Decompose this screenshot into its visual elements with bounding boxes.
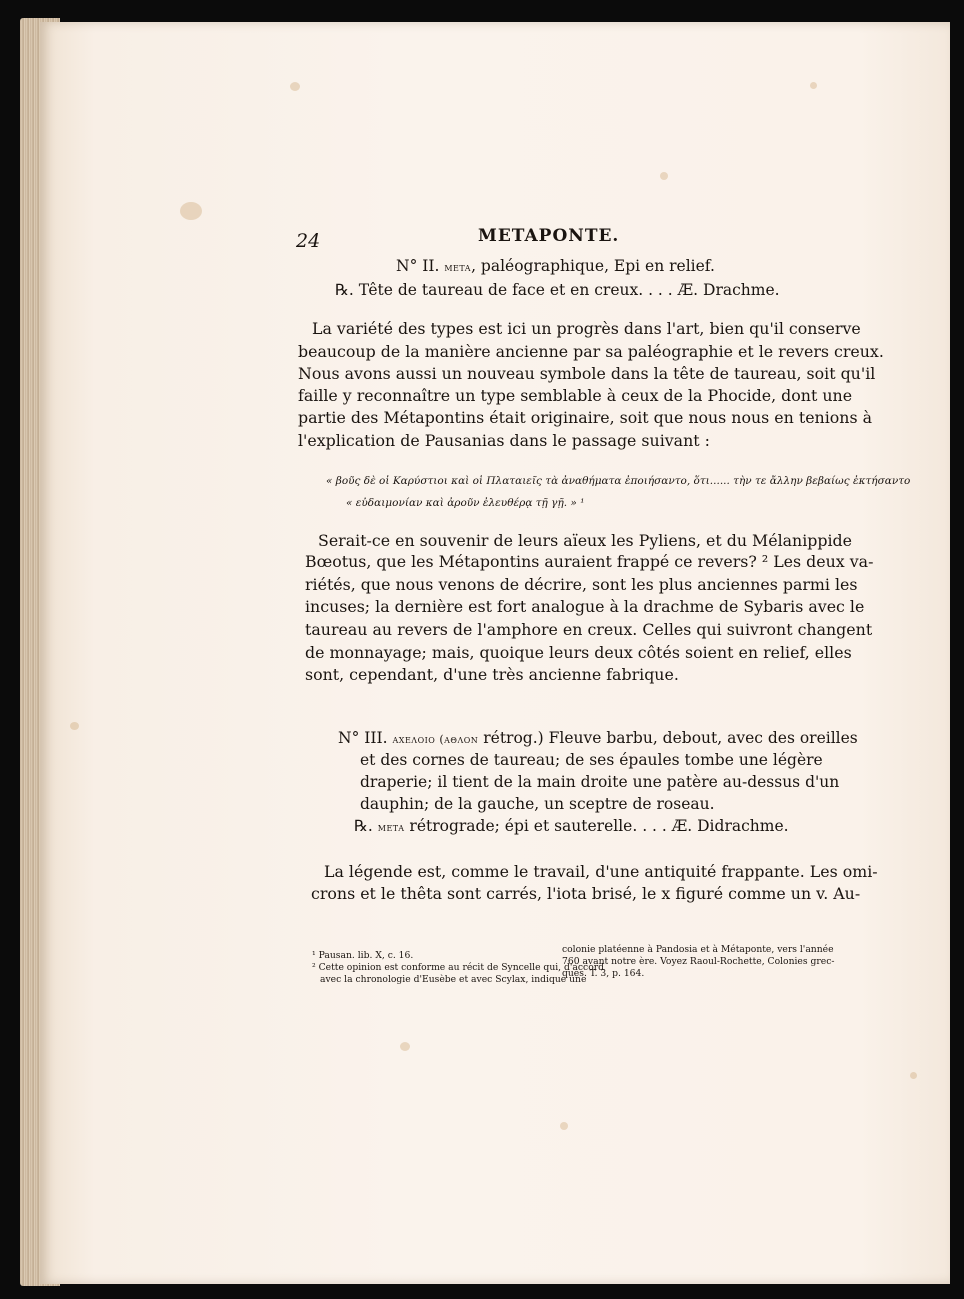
entry-3-reverse-line xyxy=(354,817,789,835)
paragraph-2-line: taureau au revers de l'amphore en creux. Celles qui suivront changent xyxy=(305,620,873,639)
entry-3-reverse-legend: meta xyxy=(377,821,405,834)
page-number: 24 xyxy=(296,230,321,252)
paragraph-2-line: de monnayage; mais, quoique leurs deux côtés soient en relief, elles xyxy=(305,643,852,662)
foxing-spot xyxy=(400,1042,410,1051)
foxing-spot xyxy=(910,1072,917,1079)
footnote-left-line: ¹ Pausan. lib. X, c. 16. xyxy=(312,950,414,961)
footnote-right-line: colonie platéenne à Pandosia et à Métaponte, vers l'année xyxy=(562,944,834,955)
entry-3-continuation-line: et des cornes de taureau; de ses épaules tombe une légère xyxy=(360,751,823,769)
entry-2-number: N° II. xyxy=(396,257,440,275)
paragraph-1-line: l'explication de Pausanias dans le passage suivant : xyxy=(298,431,710,450)
running-title: METAPONTE. xyxy=(478,226,620,246)
footnote-right-line: 760 avant notre ère. Voyez Raoul-Rochette, Colonies grec- xyxy=(562,956,835,967)
paragraph-1-line: beaucoup de la manière ancienne par sa paléographie et le revers creux. xyxy=(298,342,884,361)
paragraph-2-line: sont, cependant, d'une très ancienne fabrique. xyxy=(305,665,679,684)
paragraph-1-line: Nous avons aussi un nouveau symbole dans la tête de taureau, soit qu'il xyxy=(298,364,876,383)
foxing-spot xyxy=(70,722,79,730)
greek-quote-line: « βοῦς δὲ οἱ Καρύστιοι καὶ οἱ Πλαταιεῖς τὰ ἀναθήματα ἐποιήσαντο, ὅτι...... τὴν τε ἄλλην βεβαίως ἐκτήσαντο xyxy=(326,475,911,487)
foxing-spot xyxy=(560,1122,568,1130)
foxing-spot xyxy=(660,172,668,180)
paragraph-1-line: faille y reconnaître un type semblable à ceux de la Phocide, dont une xyxy=(298,386,853,405)
entry-3-line-1 xyxy=(338,729,858,747)
entry-3-reverse-description: rétrograde; épi et sauterelle. . . . Æ. Didrachme. xyxy=(409,817,789,835)
foxing-spot xyxy=(290,82,300,91)
entry-2-line-1 xyxy=(396,257,715,275)
footnote-right-line: ques. T. 3, p. 164. xyxy=(562,968,645,979)
entry-3-description: rétrog.) Fleuve barbu, debout, avec des oreilles xyxy=(483,729,858,747)
entry-2-legend: meta xyxy=(444,261,472,274)
entry-3-continuation-line: dauphin; de la gauche, un sceptre de roseau. xyxy=(360,795,715,813)
entry-3-reverse-prefix: ℞. xyxy=(354,817,373,835)
entry-2-description: , paléographique, Epi en relief. xyxy=(471,257,715,275)
foxing-spot xyxy=(810,82,817,89)
footnote-left-line: avec la chronologie d'Eusèbe et avec Scylax, indique une xyxy=(320,974,587,985)
paragraph-1-line: partie des Métapontins était originaire, soit que nous nous en tenions à xyxy=(298,408,872,427)
footnote-left-line: ² Cette opinion est conforme au récit de Syncelle qui, d'accord xyxy=(312,962,604,973)
foxing-spot xyxy=(180,202,202,220)
entry-3-number: N° III. xyxy=(338,729,388,747)
paragraph-2-line: Bœotus, que les Métapontins auraient frappé ce revers? ² Les deux va- xyxy=(305,552,874,571)
entry-3-continuation-line: draperie; il tient de la main droite une patère au-dessus d'un xyxy=(360,773,840,791)
entry-3-legend: axeλoio (aθλon xyxy=(392,733,479,746)
paragraph-3-line: La légende est, comme le travail, d'une antiquité frappante. Les omi- xyxy=(324,862,878,881)
paragraph-2-line: incuses; la dernière est fort analogue à la drachme de Sybaris avec le xyxy=(305,597,865,616)
paragraph-2-line: Serait-ce en souvenir de leurs aïeux les Pyliens, et du Mélanippide xyxy=(318,531,853,550)
paragraph-1-line: La variété des types est ici un progrès dans l'art, bien qu'il conserve xyxy=(312,319,861,338)
entry-2-line-2: ℞. Tête de taureau de face et en creux. . . . Æ. Drachme. xyxy=(335,281,780,299)
paragraph-2-line: riétés, que nous venons de décrire, sont les plus anciennes parmi les xyxy=(305,575,858,594)
paragraph-3-line: crons et le thêta sont carrés, l'iota brisé, le x figuré comme un v. Au- xyxy=(311,884,861,903)
greek-quote-line: « εὐδαιμονίαν καὶ ἀροῦν ἐλευθέρᾳ τῇ γῇ. » ¹ xyxy=(346,497,585,509)
